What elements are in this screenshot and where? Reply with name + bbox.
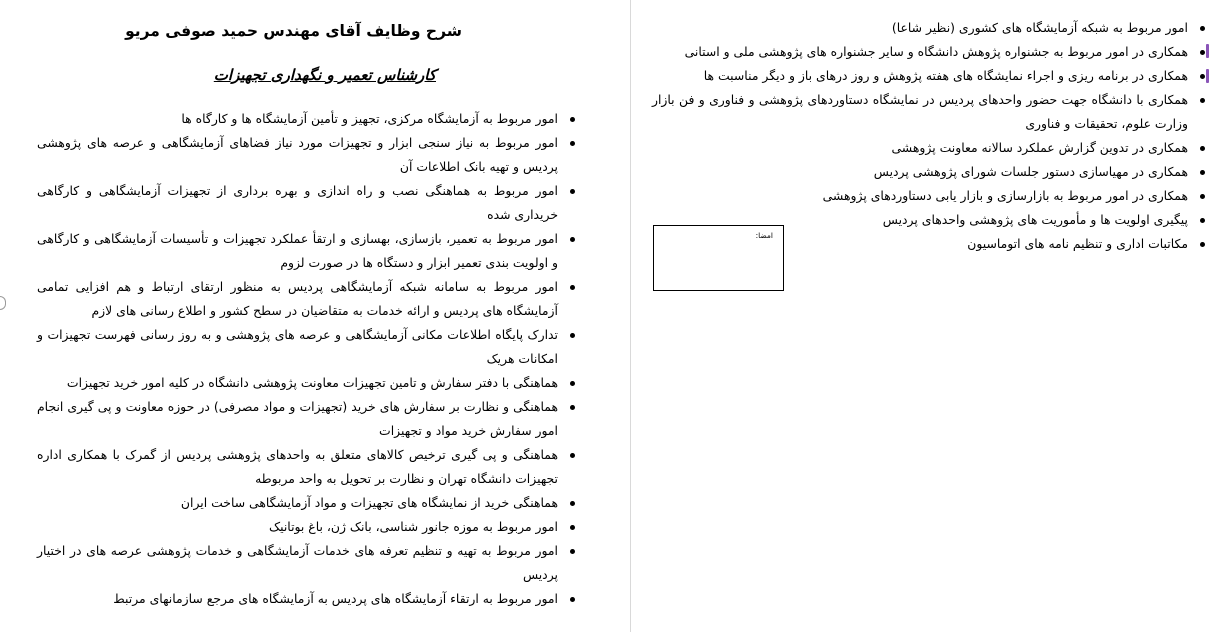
list-item: امور مربوط به سامانه شبکه آزمایشگاهی پردیس به منظور ارتقای ارتباط و هم افزایی تمامی آزمایشگاه های پردیس و ارائه خدمات به متقاضیان در سطح کشور و اطلاع رسانی های لازم bbox=[37, 275, 582, 323]
list-item: امور مربوط به ارتقاء آزمایشگاه های پردیس به آزمایشگاه های مرجع سازمانهای مرتبط bbox=[37, 587, 582, 611]
list-item: هماهنگی خرید از نمایشگاه های تجهیزات و مواد آزمایشگاهی ساخت ایران bbox=[37, 491, 582, 515]
margin-change-marker bbox=[1206, 69, 1209, 83]
scroll-edge-marker[interactable] bbox=[0, 296, 6, 310]
list-item: همکاری در امور مربوط به جشنواره پژوهش دانشگاه و سایر جشنواره های پژوهشی ملی و استانی bbox=[652, 40, 1212, 64]
signature-label: امضا: bbox=[755, 231, 773, 240]
list-item: امور مربوط به نیاز سنجی ابزار و تجهیزات مورد نیاز فضاهای آزمایشگاهی و عرصه های پژوهشی پردیس و تهیه بانک اطلاعات آن bbox=[37, 131, 582, 179]
list-item: همکاری در تدوین گزارش عملکرد سالانه معاونت پژوهشی bbox=[652, 136, 1212, 160]
list-item: امور مربوط به شبکه آزمایشگاه های کشوری (نظیر شاعا) bbox=[652, 16, 1212, 40]
left-duties-list bbox=[37, 107, 582, 611]
margin-change-marker bbox=[1206, 44, 1209, 58]
list-item: هماهنگی و نظارت بر سفارش های خرید (تجهیزات و مواد مصرفی) در حوزه معاونت و پی گیری انجام امور سفارش خرید مواد و تجهیزات bbox=[37, 395, 582, 443]
list-item: هماهنگی با دفتر سفارش و تامین تجهیزات معاونت پژوهشی دانشگاه در کلیه امور خرید تجهیزات bbox=[37, 371, 582, 395]
list-item: تدارک پایگاه اطلاعات مکانی آزمایشگاهی و عرصه های پژوهشی و به روز رسانی فهرست تجهیزات و امکانات هریک bbox=[37, 323, 582, 371]
list-item: امور مربوط به تهیه و تنظیم تعرفه های خدمات آزمایشگاهی و خدمات پژوهشی عرصه های در اختیار پردیس bbox=[37, 539, 582, 587]
list-item: همکاری در امور مربوط به بازارسازی و بازار یابی دستاوردهای پژوهشی bbox=[652, 184, 1212, 208]
list-item: همکاری در برنامه ریزی و اجراء نمایشگاه های هفته پژوهش و روز درهای باز و دیگر مناسبت ها bbox=[652, 64, 1212, 88]
list-item: همکاری در مهیاسازی دستور جلسات شورای پژوهشی پردیس bbox=[652, 160, 1212, 184]
list-item: امور مربوط به آزمایشگاه مرکزی، تجهیز و تأمین آزمایشگاه ها و کارگاه ها bbox=[37, 107, 582, 131]
list-item: مکاتبات اداری و تنظیم نامه های اتوماسیون bbox=[652, 232, 1212, 256]
signature-box bbox=[653, 225, 784, 291]
list-item: هماهنگی و پی گیری ترخیص کالاهای متعلق به واحدهای پژوهشی پردیس از گمرک با همکاری اداره تجهیزات دانشگاه تهران و نظارت بر تحویل به واحد مربوطه bbox=[37, 443, 582, 491]
list-item: امور مربوط به موزه جانور شناسی، بانک ژن، باغ بوتانیک bbox=[37, 515, 582, 539]
page-subtitle: کارشناس تعمیر و نگهداری تجهیزات bbox=[213, 66, 436, 84]
page-title: شرح وظایف آقای مهندس حمید صوفی مریو bbox=[125, 22, 462, 40]
list-item: امور مربوط به هماهنگی نصب و راه اندازی و بهره برداری از تجهیزات آزمایشگاهی و کارگاهی خریداری شده bbox=[37, 179, 582, 227]
list-item: همکاری با دانشگاه جهت حضور واحدهای پردیس در نمایشگاه دستاوردهای پژوهشی و فناوری و فن بازار وزارت علوم، تحقیقات و فناوری bbox=[652, 88, 1212, 136]
list-item: امور مربوط به تعمیر، بازسازی، بهسازی و ارتقأ عملکرد تجهیزات و تأسیسات آزمایشگاهی و کارگاهی و اولویت بندی تعمیر ابزار و دستگاه ها در صورت لزوم bbox=[37, 227, 582, 275]
list-item: پیگیری اولویت ها و مأموریت های پژوهشی واحدهای پردیس bbox=[652, 208, 1212, 232]
right-duties-list bbox=[652, 16, 1212, 256]
